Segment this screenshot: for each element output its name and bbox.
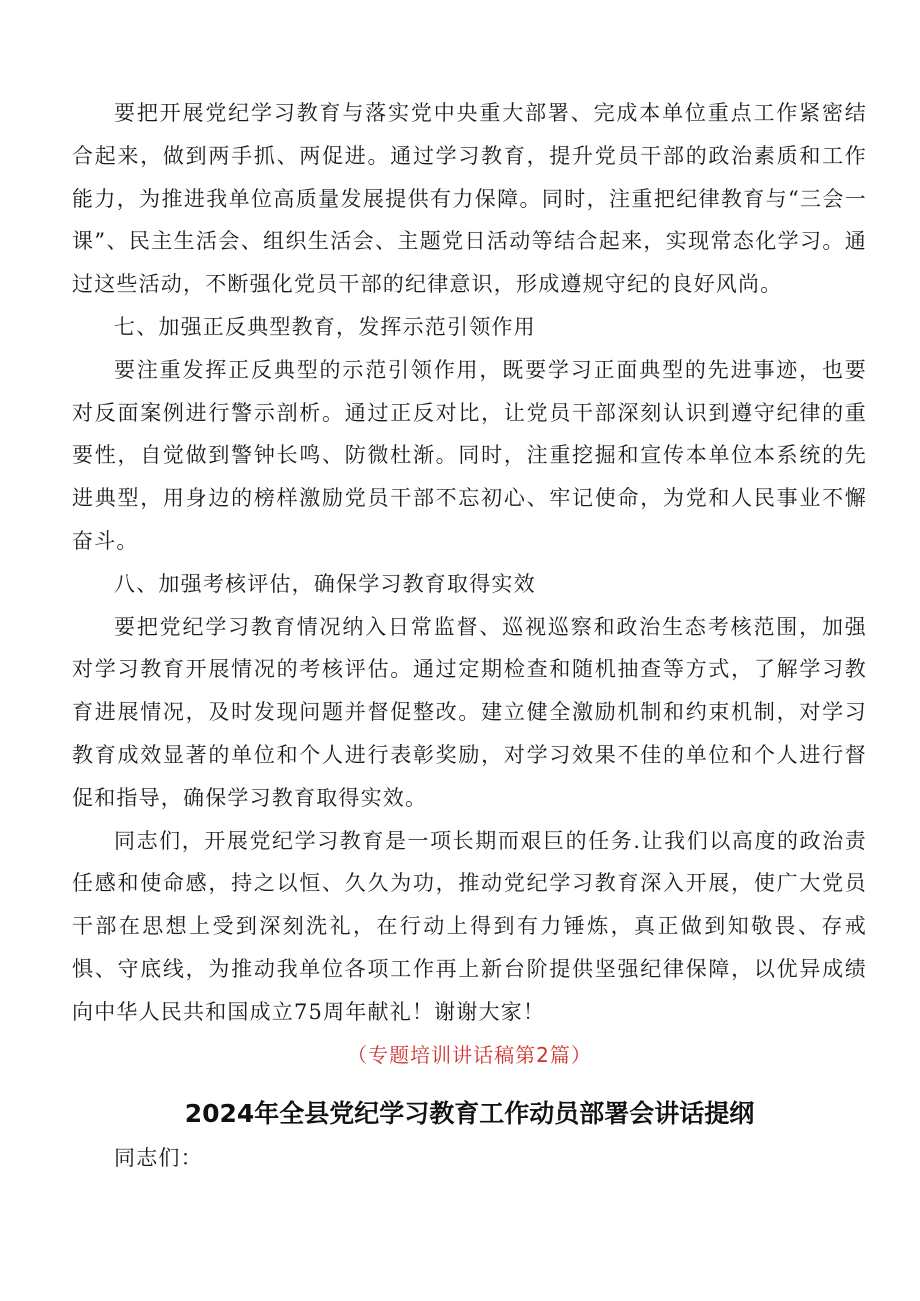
paragraph-assessment: 要把党纪学习教育情况纳入日常监督、巡视巡察和政治生态考核范围，加强对学习教育开展情况的考核评估。通过定期检查和随机抽查等方式，了解学习教育进展情况，及时发现问题并督促整改。建立健全激励机制和约束机制，对学习教育成效显著的单位和个人进行表彰奖励，对学习效果不佳的单位和个人进行督促和指导，确保学习教育取得实效。 <box>72 614 867 810</box>
section-heading-7: 七、加强正反典型教育，发挥示范引领作用 <box>114 314 536 339</box>
paragraph-typical-education: 要注重发挥正反典型的示范引领作用，既要学习正面典型的先进事迹，也要对反面案例进行警示剖析。通过正反对比，让党员干部深刻认识到遵守纪律的重要性，自觉做到警钟长鸣、防微杜渐。同时，注重挖掘和宣传本单位本系统的先进典型，用身边的榜样激励党员干部不忘初心、牢记使命，为党和人民事业不懈奋斗。 <box>72 357 867 553</box>
paragraph-closing: 同志们，开展党纪学习教育是一项长期而艰巨的任务.让我们以高度的政治责任感和使命感，持之以恒、久久为功，推动党纪学习教育深入开展，使广大党员干部在思想上受到深刻洗礼，在行动上得到有力锤炼，真正做到知敬畏、存戒惧、守底线，为推动我单位各项工作再上新台阶提供坚强纪律保障，以优异成绩向中华人民共和国成立75周年献礼！谢谢大家！ <box>72 828 867 1024</box>
paragraph-work-integration: 要把开展党纪学习教育与落实党中央重大部署、完成本单位重点工作紧密结合起来，做到两手抓、两促进。通过学习教育，提升党员干部的政治素质和工作能力，为推进我单位高质量发展提供有力保障。同时，注重把纪律教育与“三会一课”、民主生活会、组织生活会、主题党日活动等结合起来，实现常态化学习。通过这些活动，不断强化党员干部的纪律意识，形成遵规守纪的良好风尚。 <box>72 101 867 297</box>
section-marker: （专题培训讲话稿第2篇） <box>347 1042 592 1067</box>
next-document-title: 2024年全县党纪学习教育工作动员部署会讲话提纲 <box>184 1098 755 1128</box>
document-body <box>72 92 867 1180</box>
section-heading-8: 八、加强考核评估，确保学习教育取得实效 <box>114 571 536 596</box>
greeting-line: 同志们： <box>114 1145 203 1170</box>
